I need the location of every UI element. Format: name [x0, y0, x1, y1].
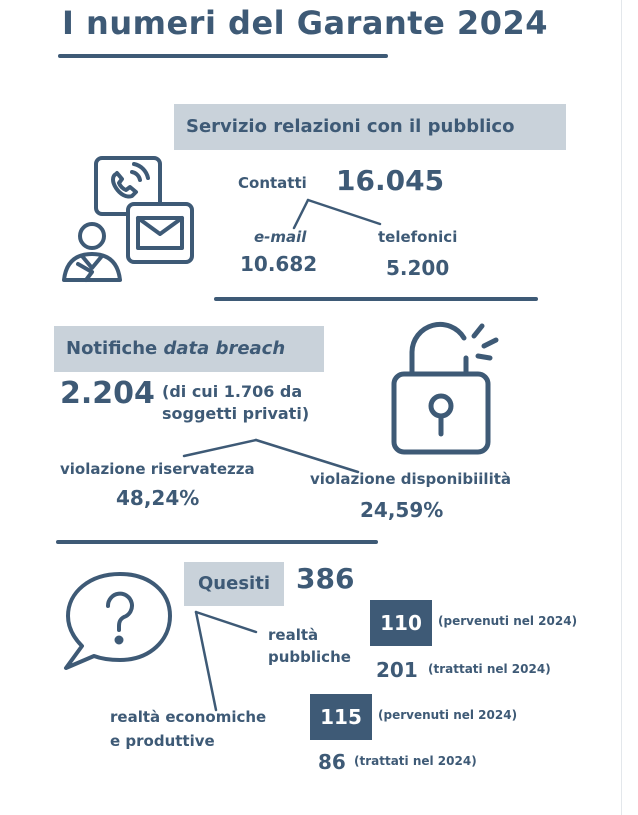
page-title: I numeri del Garante 2024	[62, 4, 548, 42]
public-received-box: 110	[370, 600, 432, 646]
confidentiality-label: violazione riservatezza	[60, 460, 255, 478]
econ-label-line1: realtà economiche	[110, 708, 267, 726]
phone-value: 5.200	[386, 256, 450, 280]
availability-label: violazione disponibiilità	[310, 470, 512, 488]
phone-label: telefonici	[378, 228, 458, 246]
title-underline	[58, 54, 388, 58]
breach-heading-plain: Notifiche	[66, 338, 164, 359]
public-handled-note: (trattati nel 2024)	[428, 662, 551, 676]
econ-received-note: (pervenuti nel 2024)	[378, 708, 518, 722]
email-label: e-mail	[254, 228, 307, 246]
quesiti-heading: Quesiti	[184, 562, 284, 606]
section1-divider	[214, 297, 538, 301]
quesiti-split-lines	[186, 606, 266, 716]
econ-received-box: 115	[310, 694, 372, 740]
confidentiality-value: 48,24%	[116, 486, 200, 510]
open-padlock-icon	[386, 318, 510, 458]
breach-note-line2: soggetti privati)	[162, 404, 310, 423]
email-value: 10.682	[240, 252, 318, 276]
srp-heading: Servizio relazioni con il pubblico	[174, 104, 566, 150]
econ-handled-value: 86	[318, 750, 346, 774]
phone-mail-person-icon	[60, 152, 200, 287]
section2-divider	[56, 540, 378, 544]
breach-heading-italic: data breach	[163, 338, 286, 359]
contacts-value: 16.045	[336, 164, 445, 197]
econ-handled-note: (trattati nel 2024)	[354, 754, 477, 768]
breach-note-line1: (di cui 1.706 da	[162, 382, 303, 401]
breach-heading	[54, 326, 324, 372]
availability-value: 24,59%	[360, 498, 444, 522]
econ-label-line2: e produttive	[110, 732, 215, 750]
public-handled-value: 201	[376, 658, 418, 682]
right-edge-border	[621, 0, 622, 815]
breach-total: 2.204	[60, 376, 155, 411]
question-bubble-icon	[58, 570, 176, 674]
contacts-label: Contatti	[238, 174, 307, 192]
public-label-line2: pubbliche	[268, 648, 351, 666]
public-received-note: (pervenuti nel 2024)	[438, 614, 578, 628]
quesiti-total: 386	[296, 562, 355, 595]
public-label-line1: realtà	[268, 626, 319, 644]
